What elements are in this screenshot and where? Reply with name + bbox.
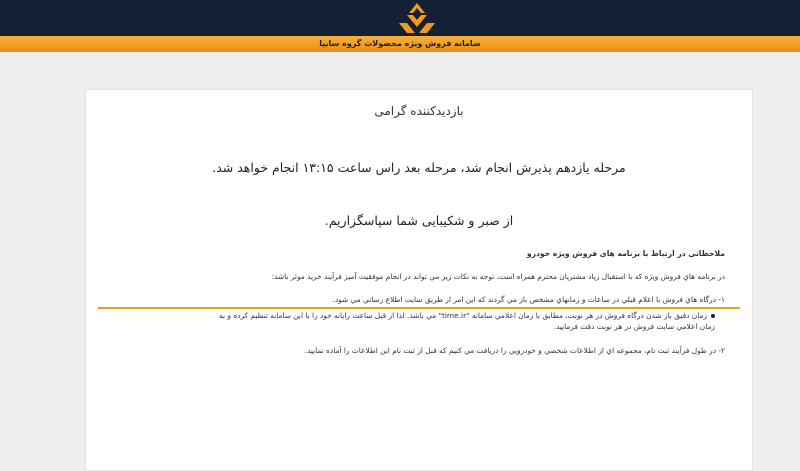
notice-message-line2: از صبر و شکیبایی شما سپاسگزاریم. xyxy=(324,213,514,228)
notes-title: ملاحظاتی در ارتباط با برنامه های فروش ویژه خودرو xyxy=(526,249,725,258)
notice-greeting: بازدیدکننده گرامی xyxy=(374,104,464,118)
notes-bullet-1 xyxy=(165,310,715,332)
notes-item-2: ۲- در طول فرآيند ثبت نام، مجموعه اي از اطلاعات شخصي و خودرويي را دريافت مي كنيم كه قبل از ثبت نام اين اطلاعات را آماده نماييد. xyxy=(304,346,725,355)
notes-item-1: ۱- درگاه هاي فروش با اعلام قبلي در ساعات و زمانهاي مشخص باز مي گردند كه اين امر از طريق سايت اطلاع رساني مي شود. xyxy=(332,295,725,304)
notice-message-line1: مرحله یازدهم پذیرش انجام شد، مرحله بعد راس ساعت ۱۳:۱۵ انجام خواهد شد. xyxy=(212,160,626,175)
notes-bullet-1-line1: زمان دقيق باز شدن درگاه فروش در هر نوبت، مطابق با زمان اعلامي سامانه "time.ir" مي باشد. لذا از قبل ساعت رايانه خود را با اين سامانه تنظيم كرده و به xyxy=(219,311,707,320)
bullet-dot-icon xyxy=(711,314,715,318)
notes-bullet-1-line2: زمان اعلامي سايت فروش در هر نوبت دقت فرماييد. xyxy=(553,322,715,331)
site-tagline: سامانه فروش ویژه محصولات گروه سایپا xyxy=(319,39,481,48)
site-header xyxy=(0,0,800,52)
notes-section xyxy=(165,249,725,361)
saipa-logo-icon[interactable] xyxy=(397,3,437,35)
notes-intro: در برنامه هاي فروش ويژه كه با استقبال زياد مشتريان محترم همراه است، توجه به نكات زير مي تواند در انجام موفقيت آميز فرآيند خريد موثر باشد: xyxy=(271,272,725,281)
